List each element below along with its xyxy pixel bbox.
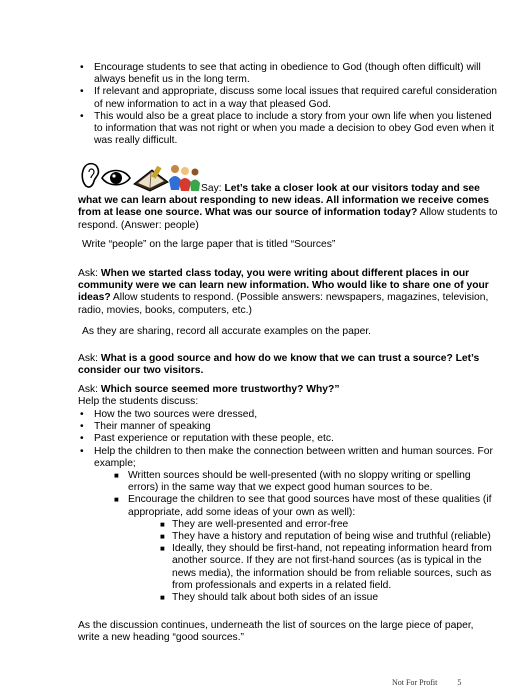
bullet-icon: • bbox=[80, 433, 84, 445]
closing-paragraph: As the discussion continues, underneath the list of sources on the large piece of paper, write a new heading “good sources.” bbox=[78, 620, 474, 644]
list-item: • Past experience or reputation with these people, etc. bbox=[80, 433, 334, 445]
square-bullet-icon: ■ bbox=[160, 532, 165, 542]
bullet-icon: • bbox=[80, 110, 84, 122]
list-item: ■ Ideally, they should be first-hand, not repeating information heard from another source. If they are not first-hand sources (as is typical in the news media), the information should be from reliable sources, such as from professionals and experts in a related field. bbox=[160, 543, 492, 591]
square-bullet-icon: ■ bbox=[160, 519, 165, 529]
help-line: Help the students discuss: bbox=[78, 396, 199, 407]
sub-bullet-list bbox=[94, 470, 498, 604]
bullet-icon: • bbox=[80, 86, 84, 98]
list-item: • Their manner of speaking bbox=[80, 421, 211, 433]
top-bullet-list bbox=[78, 62, 498, 147]
square-bullet-icon: ■ bbox=[114, 495, 119, 505]
ask-paragraph-3: Ask: Which source seemed more trustworthy? Why?” bbox=[78, 384, 340, 395]
list-item: ■ They should talk about both sides of an issue bbox=[160, 592, 379, 604]
list-item: • How the two sources were dressed, bbox=[80, 409, 258, 420]
ask-paragraph-2: Ask: What is a good source and how do we know that we can trust a source? Let’s consider our two visitors. bbox=[78, 353, 480, 377]
square-bullet-icon: ■ bbox=[160, 593, 165, 603]
sharing-line: As they are sharing, record all accurate examples on the paper. bbox=[82, 326, 372, 337]
say-paragraph: Say: Let’s take a closer look at our visitors today and see what we can learn about responding to new ideas. All information we receive comes from at lease one source. What was our source of information today? Allow students to respond. (Answer: people) bbox=[78, 183, 498, 231]
write-line: Write “people” on the large paper that is titled “Sources” bbox=[82, 239, 336, 250]
list-item: • If relevant and appropriate, discuss some local issues that required careful consideration of new information to act in a way that pleased God. bbox=[80, 86, 497, 110]
list-item: ■ They are well-presented and error-free bbox=[160, 518, 349, 530]
square-bullet-icon: ■ bbox=[114, 471, 119, 481]
page-number: 5 bbox=[457, 678, 462, 687]
ask-paragraph-1: Ask: When we started class today, you were writing about different places in our community were we can learn new information. Who would like to share one of your ideas? Allow students to respond. (Possible answers: newspapers, magazines, television, radio, movies, books, computers, etc.) bbox=[78, 268, 489, 316]
bullet-icon: • bbox=[80, 445, 84, 457]
bullet-icon: • bbox=[80, 62, 84, 73]
list-item: • Encourage students to see that acting in obedience to God (though often difficult) will always benefit us in the long term. bbox=[80, 62, 481, 86]
list-item: • This would also be a great place to include a story from your own life when you listened to information that was not right or when you made a decision to obey God even when it was really difficult. bbox=[80, 110, 495, 147]
footer-text: Not For Profit bbox=[392, 678, 438, 687]
page-footer bbox=[392, 678, 461, 687]
list-item: • Help the children to then make the connection between written and human sources. For example; ■ Written sources should be well-presented (with no sloppy writing or spelling errors) in the same way that we expect good human sources to be. ■ Encourage the children to see that good sources have most of these qualities (if appropriate, add some ideas of your own as well): ■ They are well-presented and error-free ■ They have a history and reputation of being wise and truthful (reliable) ■ Ideally, they should be first-hand, not repeating information heard from another source. If they are not first-hand sources (as is typical in the news media), the information should be from reliable sources, such as from professionals and experts in a related field. ■ They should talk about both sides of an issue bbox=[78, 446, 498, 605]
list-item: ■ Written sources should be well-presented (with no sloppy writing or spelling errors) in the same way that we expect good human sources to be. bbox=[114, 470, 471, 494]
list-item: ■ They have a history and reputation of being wise and truthful (reliable) bbox=[160, 531, 491, 543]
discuss-bullet-list bbox=[78, 409, 498, 604]
bullet-icon: • bbox=[80, 409, 84, 420]
bullet-icon: • bbox=[80, 421, 84, 433]
sub-sub-bullet-list bbox=[128, 519, 498, 604]
list-item: ■ Encourage the children to see that good sources have most of these qualities (if appropriate, add some ideas of your own as well): ■ They are well-presented and error-free ■ They have a history and reputation of being wise and truthful (reliable) ■ Ideally, they should be first-hand, not repeating information heard from another source. If they are not first-hand sources (as is typical in the news media), the information should be from reliable sources, such as from professionals and experts in a related field. ■ They should talk about both sides of an issue bbox=[110, 494, 498, 604]
square-bullet-icon: ■ bbox=[160, 544, 165, 554]
